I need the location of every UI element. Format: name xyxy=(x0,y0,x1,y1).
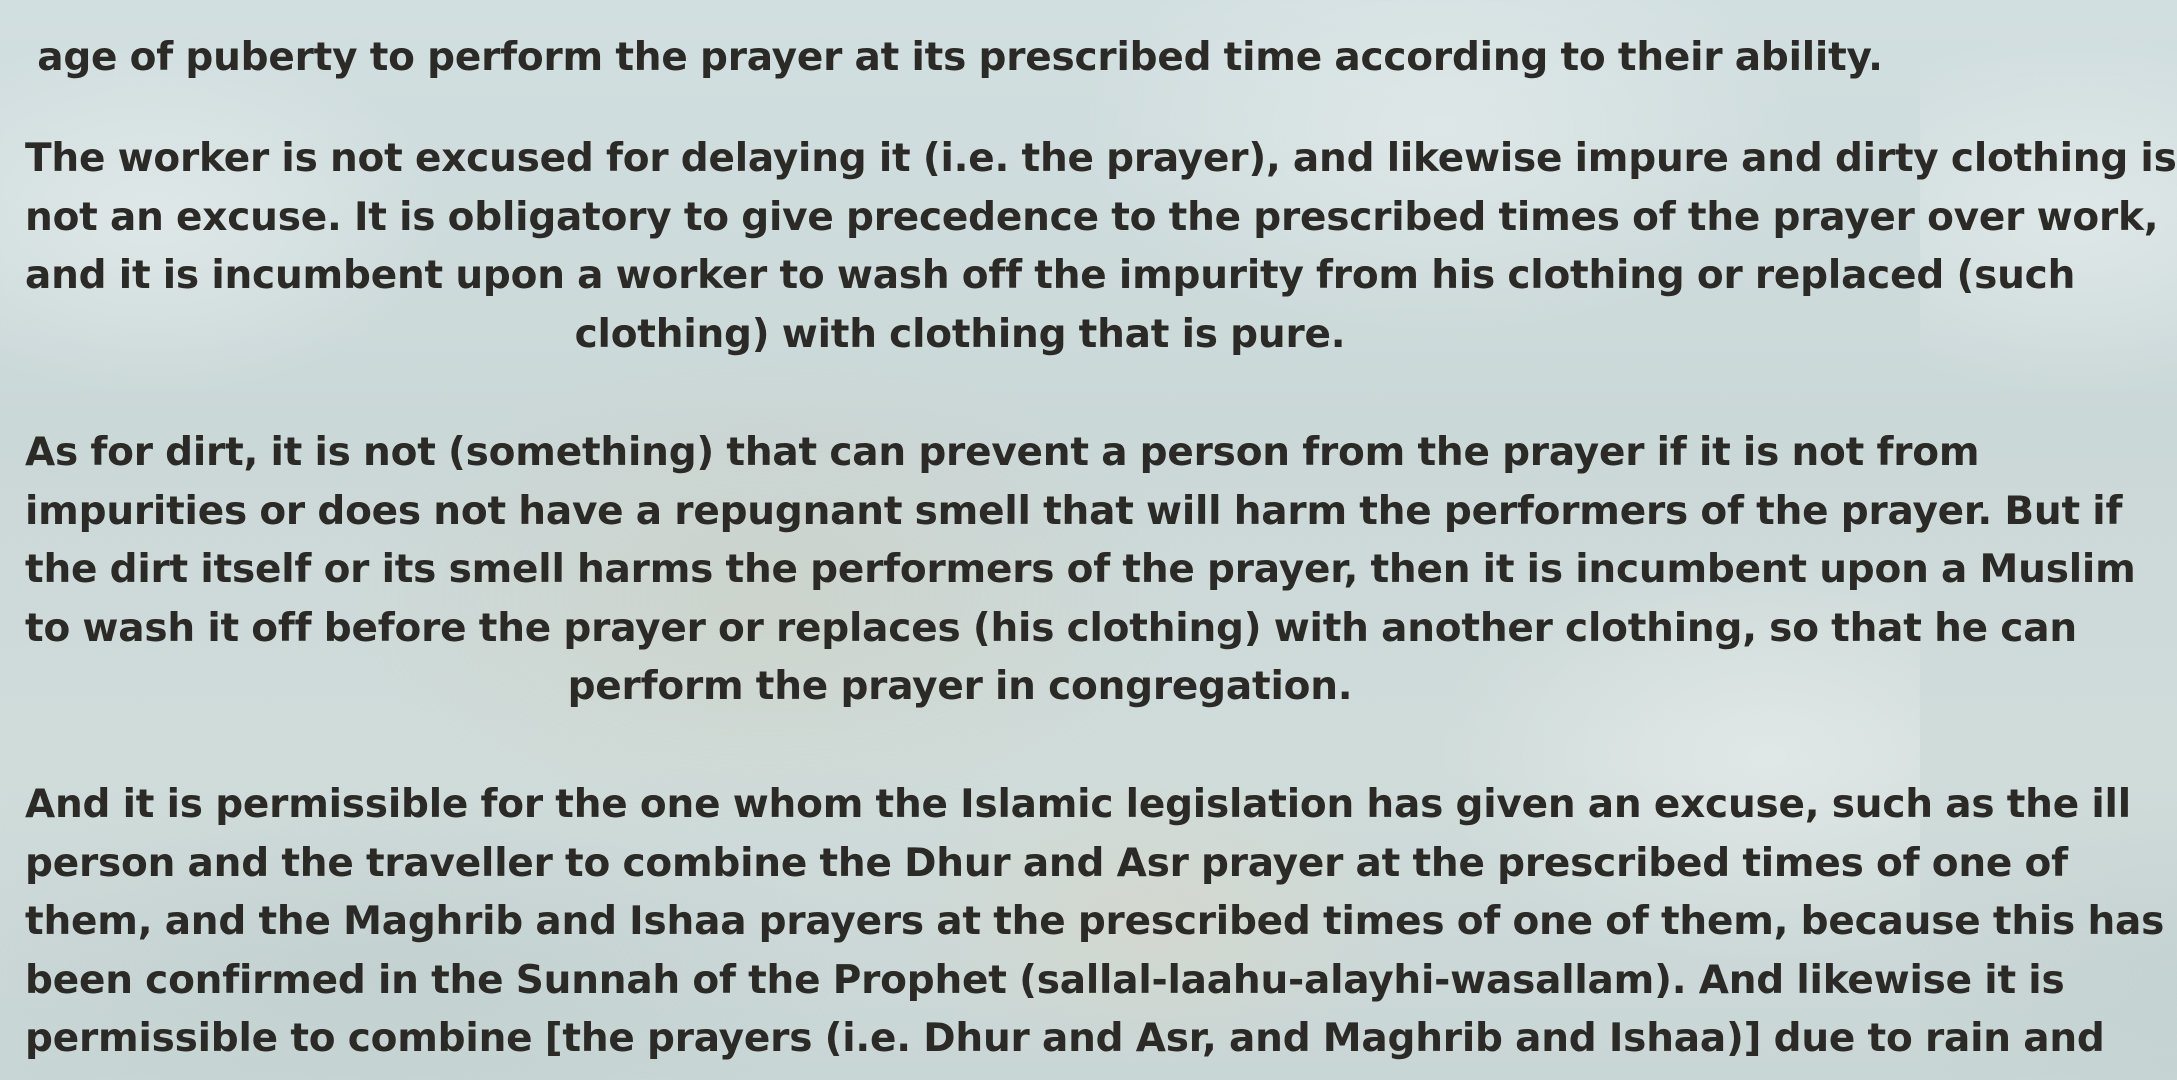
paragraph-puberty xyxy=(25,0,1895,87)
text-line: impurities or does not have a repugnant smell that will harm the performers of the prayer. But if xyxy=(25,488,2123,534)
text-line: the dirt itself or its smell harms the performers of the prayer, then it is incumbent upon a Muslim xyxy=(25,547,2136,592)
paragraph-worker-excuse xyxy=(25,130,2177,364)
paragraph-dirt xyxy=(25,424,2136,717)
text-line: As for dirt, it is not (something) that can prevent a person from the prayer if it is not from xyxy=(25,430,1980,475)
text-line: to wash it off before the prayer or replaces (his clothing) with another clothing, so that he can xyxy=(25,605,2077,651)
text-line: And it is permissible for the one whom the Islamic legislation has given an excuse, such as the ill xyxy=(25,782,2131,827)
text-line: and it is incumbent upon a worker to wash off the impurity from his clothing or replaced (such xyxy=(25,253,2076,298)
text-line: permissible to combine [the prayers (i.e. Dhur and Asr, and Maghrib and Ishaa)] due to rain and xyxy=(25,1016,2105,1061)
text-line: not an excuse. It is obligatory to give precedence to the prescribed times of the prayer over work, xyxy=(25,194,2159,240)
paragraph-combining-prayers xyxy=(25,776,2165,1069)
text-line: person and the traveller to combine the Dhur and Asr prayer at the prescribed times of one of xyxy=(25,840,2068,886)
text-line xyxy=(25,0,1895,29)
text-line: age of puberty to perform the prayer at its prescribed time according to their ability. xyxy=(37,34,1883,80)
text-line: been confirmed in the Sunnah of the Prophet (sallal-laahu-alayhi-wasallam). And likewise it is xyxy=(25,957,2065,1003)
text-line: The worker is not excused for delaying it (i.e. the prayer), and likewise impure and dirty clothing is xyxy=(25,136,2177,181)
text-line: clothing) with clothing that is pure. xyxy=(574,311,1346,357)
text-line: them, and the Maghrib and Ishaa prayers at the prescribed times of one of them, because this has xyxy=(25,899,2165,944)
text-line: perform the prayer in congregation. xyxy=(567,664,1353,709)
